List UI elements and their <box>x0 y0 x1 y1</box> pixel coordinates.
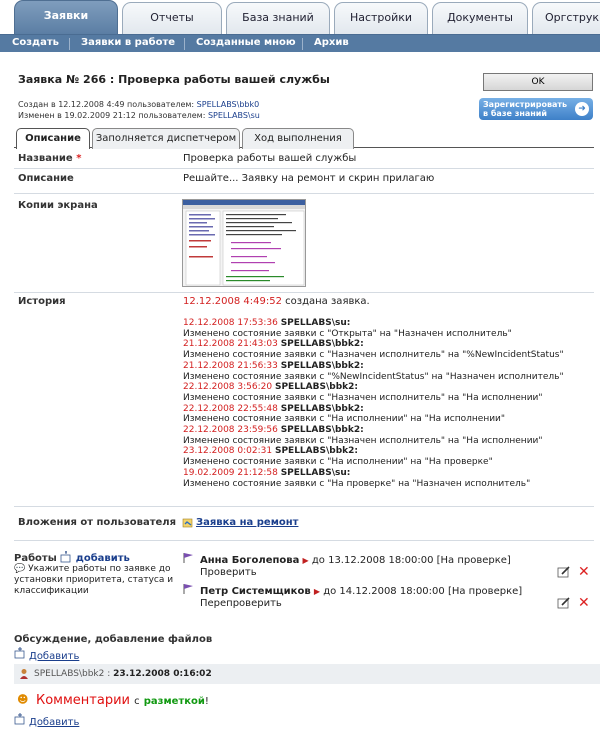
smiley-icon: ☻ <box>17 693 29 706</box>
nav-created-by-me[interactable]: Созданные мною <box>196 37 296 48</box>
tab-documents[interactable]: Документы <box>432 2 528 34</box>
attachment-link[interactable]: Заявка на ремонт <box>196 517 299 528</box>
comment-main: Комментарии <box>36 693 130 708</box>
works-hint-text: Укажите работы по заявке до установки приоритета, статуса и классификации <box>14 564 174 596</box>
created-user-link[interactable]: SPELLABS\bbk0 <box>196 100 260 109</box>
task-flag-icon <box>182 552 195 564</box>
add-comment-icon <box>14 647 27 659</box>
nav-separator <box>69 38 70 50</box>
history-entry-header <box>183 446 564 457</box>
created-label: Создан в 12.12.2008 4:49 пользователем: <box>18 100 195 109</box>
tab-description[interactable]: Описание <box>16 128 90 149</box>
tab-org-structure[interactable]: Оргструк <box>532 2 600 34</box>
works-hint <box>14 564 179 597</box>
history-user: SPELLABS\bbk2: <box>280 425 364 436</box>
arrow-right-icon: ➜ <box>575 102 589 116</box>
history-created-text: создана заявка. <box>285 296 370 307</box>
history-label: История <box>18 296 66 307</box>
comment-mid: с <box>134 696 140 707</box>
history-entry-text: Изменено состояние заявки с "Назначен исполнитель" на "На исполнении" <box>183 435 543 446</box>
history-entry-header <box>183 361 564 372</box>
history-timestamp: 23.12.2008 0:02:31 <box>183 446 273 457</box>
history-entry-text: Изменено состояние заявки с "На исполнении" на "На проверке" <box>183 457 493 468</box>
work-due: до 14.12.2008 18:00:00 [На проверке] <box>323 586 523 597</box>
tab-requests[interactable]: Заявки <box>14 0 118 34</box>
assignee-name[interactable]: Анна Боголепова <box>200 555 300 566</box>
triangle-right-icon[interactable]: ▶ <box>313 587 321 596</box>
history-entry-header <box>183 468 564 479</box>
page-title: Заявка № 266 : Проверка работы вашей службы <box>18 73 330 86</box>
history-entry-text: Изменено состояние заявки с "Назначен исполнитель" на "%NewIncidentStatus" <box>183 350 564 361</box>
add-work-icon <box>60 551 72 563</box>
edit-icon[interactable] <box>557 566 571 578</box>
history-user: SPELLABS\su: <box>280 467 351 478</box>
history-entry-text: Изменено состояние заявки с "%NewIncidentStatus" на "Назначен исполнитель" <box>183 371 564 382</box>
history-user: SPELLABS\su: <box>280 318 351 328</box>
work-due: до 13.12.2008 18:00:00 [На проверке] <box>311 555 511 566</box>
screenshots-label: Копии экрана <box>18 200 98 211</box>
history-timestamp: 22.12.2008 3:56:20 <box>183 382 273 393</box>
nav-in-progress[interactable]: Заявки в работе <box>81 37 176 48</box>
history-entry-text: Изменено состояние заявки с "Назначен исполнитель" на "На исполнении" <box>183 392 543 403</box>
work-task: Перепроверить <box>200 598 282 609</box>
main-tabbar <box>0 0 600 34</box>
user-icon <box>19 668 29 680</box>
history-created <box>183 297 370 308</box>
name-label-text: Название <box>18 153 73 164</box>
tab-dispatcher[interactable]: Заполняется диспетчером <box>92 128 240 149</box>
screenshot-preview-image <box>183 200 306 287</box>
history-entry-header <box>183 404 564 415</box>
history-list <box>183 318 564 489</box>
add-work-link[interactable]: добавить <box>75 553 130 564</box>
changed-label: Изменен в 19.02.2009 21:12 пользователем: <box>18 111 206 120</box>
history-timestamp: 12.12.2008 4:49:52 <box>183 296 282 307</box>
task-flag-icon <box>182 583 195 595</box>
screenshot-thumbnail[interactable] <box>182 199 306 287</box>
speech-bubble-icon: 💬 <box>14 564 26 574</box>
add-comment-link[interactable]: Добавить <box>29 651 80 662</box>
detail-tabs <box>14 128 594 148</box>
comment-author: SPELLABS\bbk2 : <box>34 669 111 679</box>
tab-reports[interactable]: Отчеты <box>122 2 222 34</box>
register-label-1: Зарегистрировать <box>483 100 568 109</box>
work-item-2 <box>200 586 522 597</box>
history-user: SPELLABS\bbk2: <box>274 382 358 393</box>
attachments-label: Вложения от пользователя <box>18 517 177 528</box>
description-label: Описание <box>18 173 74 184</box>
history-timestamp: 19.02.2009 21:12:58 <box>183 467 278 478</box>
history-user: SPELLABS\bbk2: <box>274 446 358 457</box>
name-value: Проверка работы вашей службы <box>183 153 357 164</box>
comment-green: разметкой <box>143 696 205 707</box>
ok-button[interactable]: OK <box>483 73 593 91</box>
assignee-name[interactable]: Петр Системщиков <box>200 586 311 597</box>
edit-icon[interactable] <box>557 597 571 609</box>
changed-user-link[interactable]: SPELLABS\su <box>207 111 260 120</box>
tab-knowledge-base[interactable]: База знаний <box>226 2 330 34</box>
created-info <box>18 100 259 109</box>
triangle-right-icon[interactable]: ▶ <box>302 556 309 565</box>
tab-progress[interactable]: Ход выполнения <box>242 128 354 149</box>
history-entry-header <box>183 339 564 350</box>
delete-icon[interactable]: ✕ <box>578 595 590 611</box>
document-icon <box>182 517 193 528</box>
changed-info <box>18 111 260 120</box>
history-entry-header <box>183 318 564 329</box>
comment-header <box>14 664 600 684</box>
divider <box>14 540 594 541</box>
divider <box>14 506 594 507</box>
comment-end: ! <box>204 696 209 707</box>
name-label <box>18 153 81 164</box>
comment-date: 23.12.2008 0:16:02 <box>113 669 212 679</box>
history-timestamp: 22.12.2008 22:55:48 <box>183 403 278 414</box>
works-header <box>14 551 130 564</box>
nav-separator <box>302 38 303 50</box>
discussion-label: Обсуждение, добавление файлов <box>14 634 213 645</box>
history-user: SPELLABS\bbk2: <box>280 339 364 350</box>
tab-settings[interactable]: Настройки <box>334 2 428 34</box>
history-timestamp: 21.12.2008 21:43:03 <box>183 339 278 350</box>
history-entry-text: Изменено состояние заявки с "На исполнении" на "На исполнении" <box>183 414 506 425</box>
required-mark: * <box>76 153 82 164</box>
history-user: SPELLABS\bbk2: <box>280 360 364 371</box>
work-task: Проверить <box>200 567 257 578</box>
nav-archive[interactable]: Архив <box>314 37 349 48</box>
nav-create[interactable]: Создать <box>12 37 59 48</box>
divider <box>14 193 594 194</box>
history-user: SPELLABS\bbk2: <box>280 403 364 414</box>
history-timestamp: 22.12.2008 23:59:56 <box>183 425 278 436</box>
add-comment-link-bottom[interactable]: Добавить <box>29 717 80 728</box>
register-kb-button[interactable] <box>479 98 593 120</box>
history-entry-header <box>183 382 564 393</box>
nav-separator <box>184 38 185 50</box>
works-label: Работы <box>14 553 57 564</box>
work-item-1 <box>200 555 511 566</box>
register-label-2: в базе знаний <box>483 109 548 118</box>
history-timestamp: 12.12.2008 17:53:36 <box>183 318 278 328</box>
sub-navbar <box>0 34 600 52</box>
divider <box>14 168 594 169</box>
divider <box>14 292 594 293</box>
history-entry-header <box>183 425 564 436</box>
add-comment-icon <box>14 713 27 725</box>
comment-body <box>14 684 600 714</box>
history-timestamp: 21.12.2008 21:56:33 <box>183 360 278 371</box>
history-entry-text: Изменено состояние заявки с "На проверке" на "Назначен исполнитель" <box>183 478 531 489</box>
comment-text <box>36 693 209 708</box>
history-entry-text: Изменено состояние заявки с "Открыта" на "Назначен исполнитель" <box>183 328 512 339</box>
delete-icon[interactable]: ✕ <box>578 564 590 580</box>
description-value: Решайте... Заявку на ремонт и скрин прилагаю <box>183 173 435 184</box>
